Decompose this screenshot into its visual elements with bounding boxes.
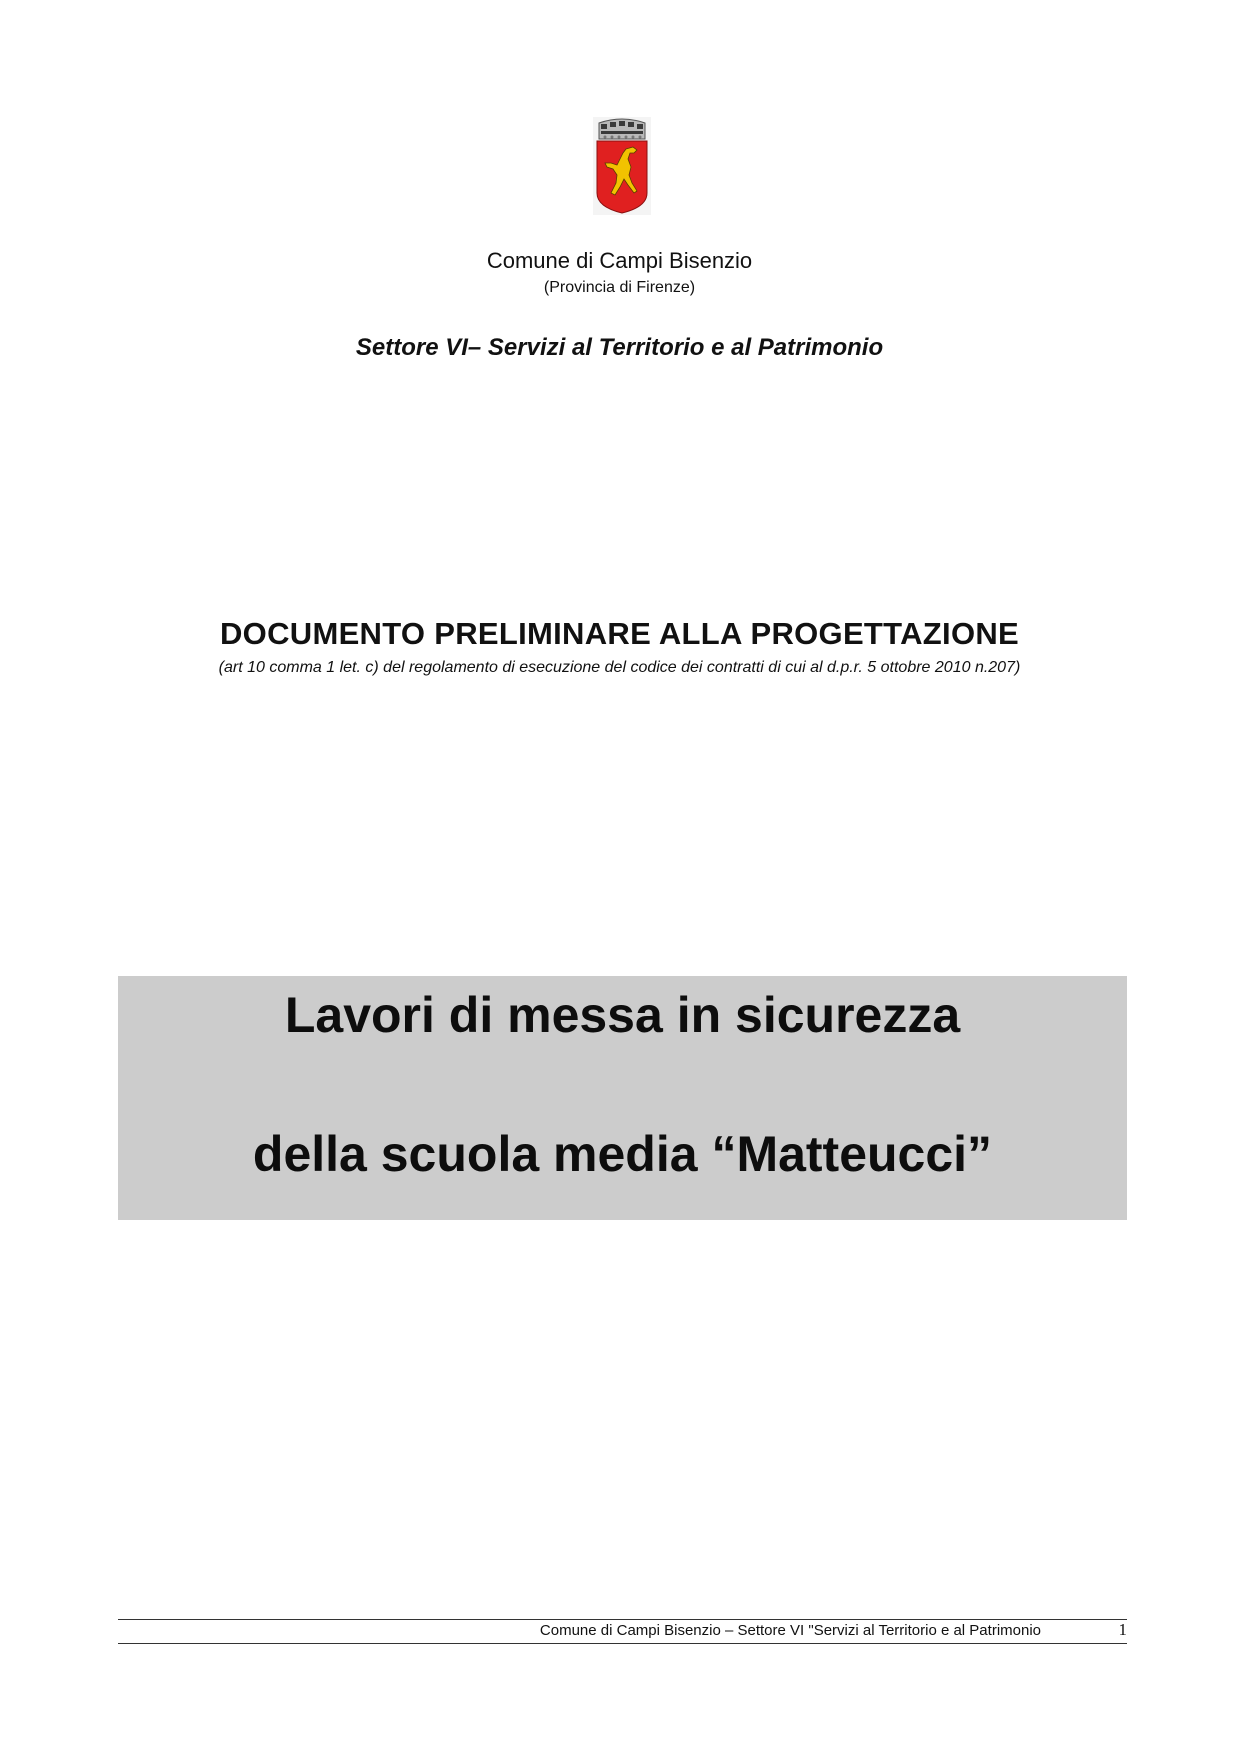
department-name: Settore VI– Servizi al Territorio e al Patrimonio	[355, 334, 884, 361]
document-title: DOCUMENTO PRELIMINARE ALLA PROGETTAZIONE	[219, 616, 1020, 651]
footer-text: Comune di Campi Bisenzio – Settore VI "Servizi al Territorio e al Patrimonio	[539, 1622, 1041, 1639]
footer-top-rule	[118, 1619, 1127, 1620]
project-title-line-1: Lavori di messa in sicurezza	[284, 987, 961, 1043]
issuer-name: Comune di Campi Bisenzio	[486, 248, 753, 273]
project-title-box	[118, 976, 1127, 1220]
coat-of-arms-icon	[593, 117, 651, 215]
footer-bottom-rule	[118, 1643, 1127, 1644]
issuer-province: (Provincia di Firenze)	[543, 279, 696, 296]
document-subtitle: (art 10 comma 1 let. c) del regolamento di esecuzione del codice dei contratti di cui al d.p.r. 5 ottobre 2010 n.207)	[218, 659, 1021, 676]
page-number: 1	[1118, 1620, 1127, 1639]
project-title-line-2: della scuola media “Matteucci”	[252, 1126, 993, 1182]
